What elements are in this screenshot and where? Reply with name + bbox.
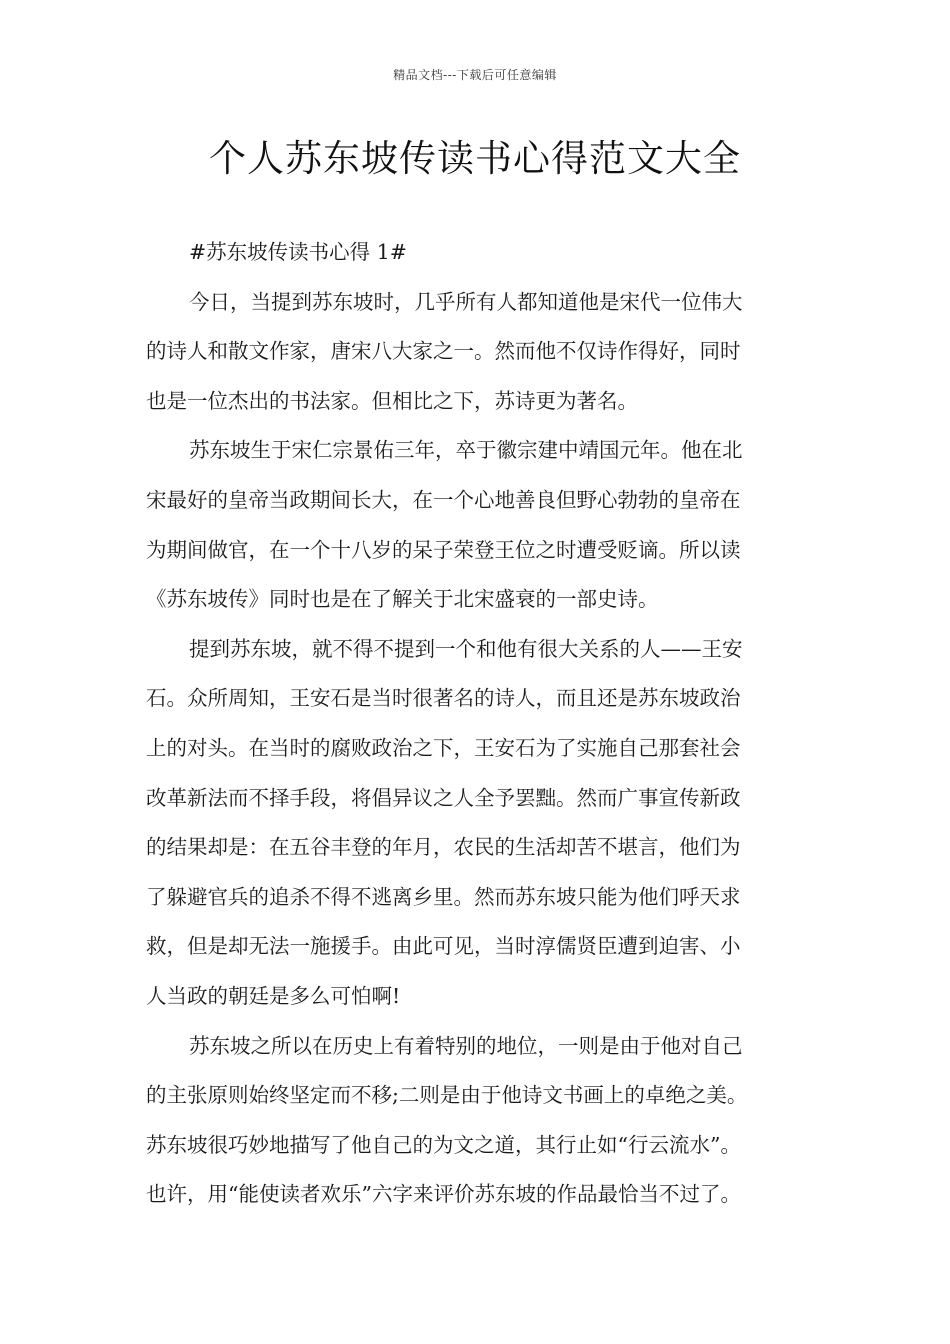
paragraph-2 bbox=[146, 426, 810, 624]
paragraph-4 bbox=[146, 1022, 810, 1220]
paragraph-line: 的结果却是：在五谷丰登的年月，农民的生活却苦不堪言，他们为 bbox=[146, 835, 741, 860]
document-title: 个人苏东坡传读书心得范文大全 bbox=[209, 137, 741, 180]
paragraph-line: 了躲避官兵的追杀不得不逃离乡里。然而苏东坡只能为他们呼天求 bbox=[146, 884, 741, 909]
paragraph-line: 苏东坡很巧妙地描写了他自己的为文之道，其行止如“行云流水”。 bbox=[146, 1132, 741, 1157]
paragraph-line: 救，但是却无法一施援手。由此可见，当时淳儒贤臣遭到迫害、小 bbox=[146, 934, 741, 959]
paragraph-line: 人当政的朝廷是多么可怕啊! bbox=[146, 983, 401, 1008]
paragraph-line: 苏东坡生于宋仁宗景佑三年，卒于徽宗建中靖国元年。他在北 bbox=[189, 438, 743, 463]
header-note: 精品文档---下载后可任意编辑 bbox=[393, 68, 557, 82]
paragraph-line: 也是一位杰出的书法家。但相比之下，苏诗更为著名。 bbox=[146, 388, 638, 413]
paragraph-line: 今日，当提到苏东坡时，几乎所有人都知道他是宋代一位伟大 bbox=[189, 289, 743, 314]
paragraph-line: 《苏东坡传》同时也是在了解关于北宋盛衰的一部史诗。 bbox=[146, 587, 659, 612]
paragraph-line: 的主张原则始终坚定而不移;二则是由于他诗文书画上的卓绝之美。 bbox=[146, 1083, 748, 1108]
section-heading: #苏东坡传读书心得 1# bbox=[189, 240, 407, 264]
paragraph-line: 宋最好的皇帝当政期间长大，在一个心地善良但野心勃勃的皇帝在 bbox=[146, 487, 741, 512]
document-body bbox=[146, 228, 810, 1220]
paragraph-line: 苏东坡之所以在历史上有着特别的地位，一则是由于他对自己 bbox=[189, 1033, 743, 1058]
paragraph-line: 提到苏东坡，就不得不提到一个和他有很大关系的人——王安 bbox=[189, 636, 743, 661]
paragraph-line: 改革新法而不择手段，将倡异议之人全予罢黜。然而广事宣传新政 bbox=[146, 785, 741, 810]
paragraph-1 bbox=[146, 278, 810, 427]
paragraph-line: 石。众所周知，王安石是当时很著名的诗人，而且还是苏东坡政治 bbox=[146, 686, 741, 711]
paragraph-3 bbox=[146, 625, 810, 1022]
paragraph-line: 也许，用“能使读者欢乐”六字来评价苏东坡的作品最恰当不过了。 bbox=[146, 1182, 741, 1207]
paragraph-line: 的诗人和散文作家，唐宋八大家之一。然而他不仅诗作得好，同时 bbox=[146, 339, 741, 364]
paragraph-line: 为期间做官，在一个十八岁的呆子荣登王位之时遭受贬谪。所以读 bbox=[146, 537, 741, 562]
paragraph-line: 上的对头。在当时的腐败政治之下，王安石为了实施自己那套社会 bbox=[146, 735, 741, 760]
